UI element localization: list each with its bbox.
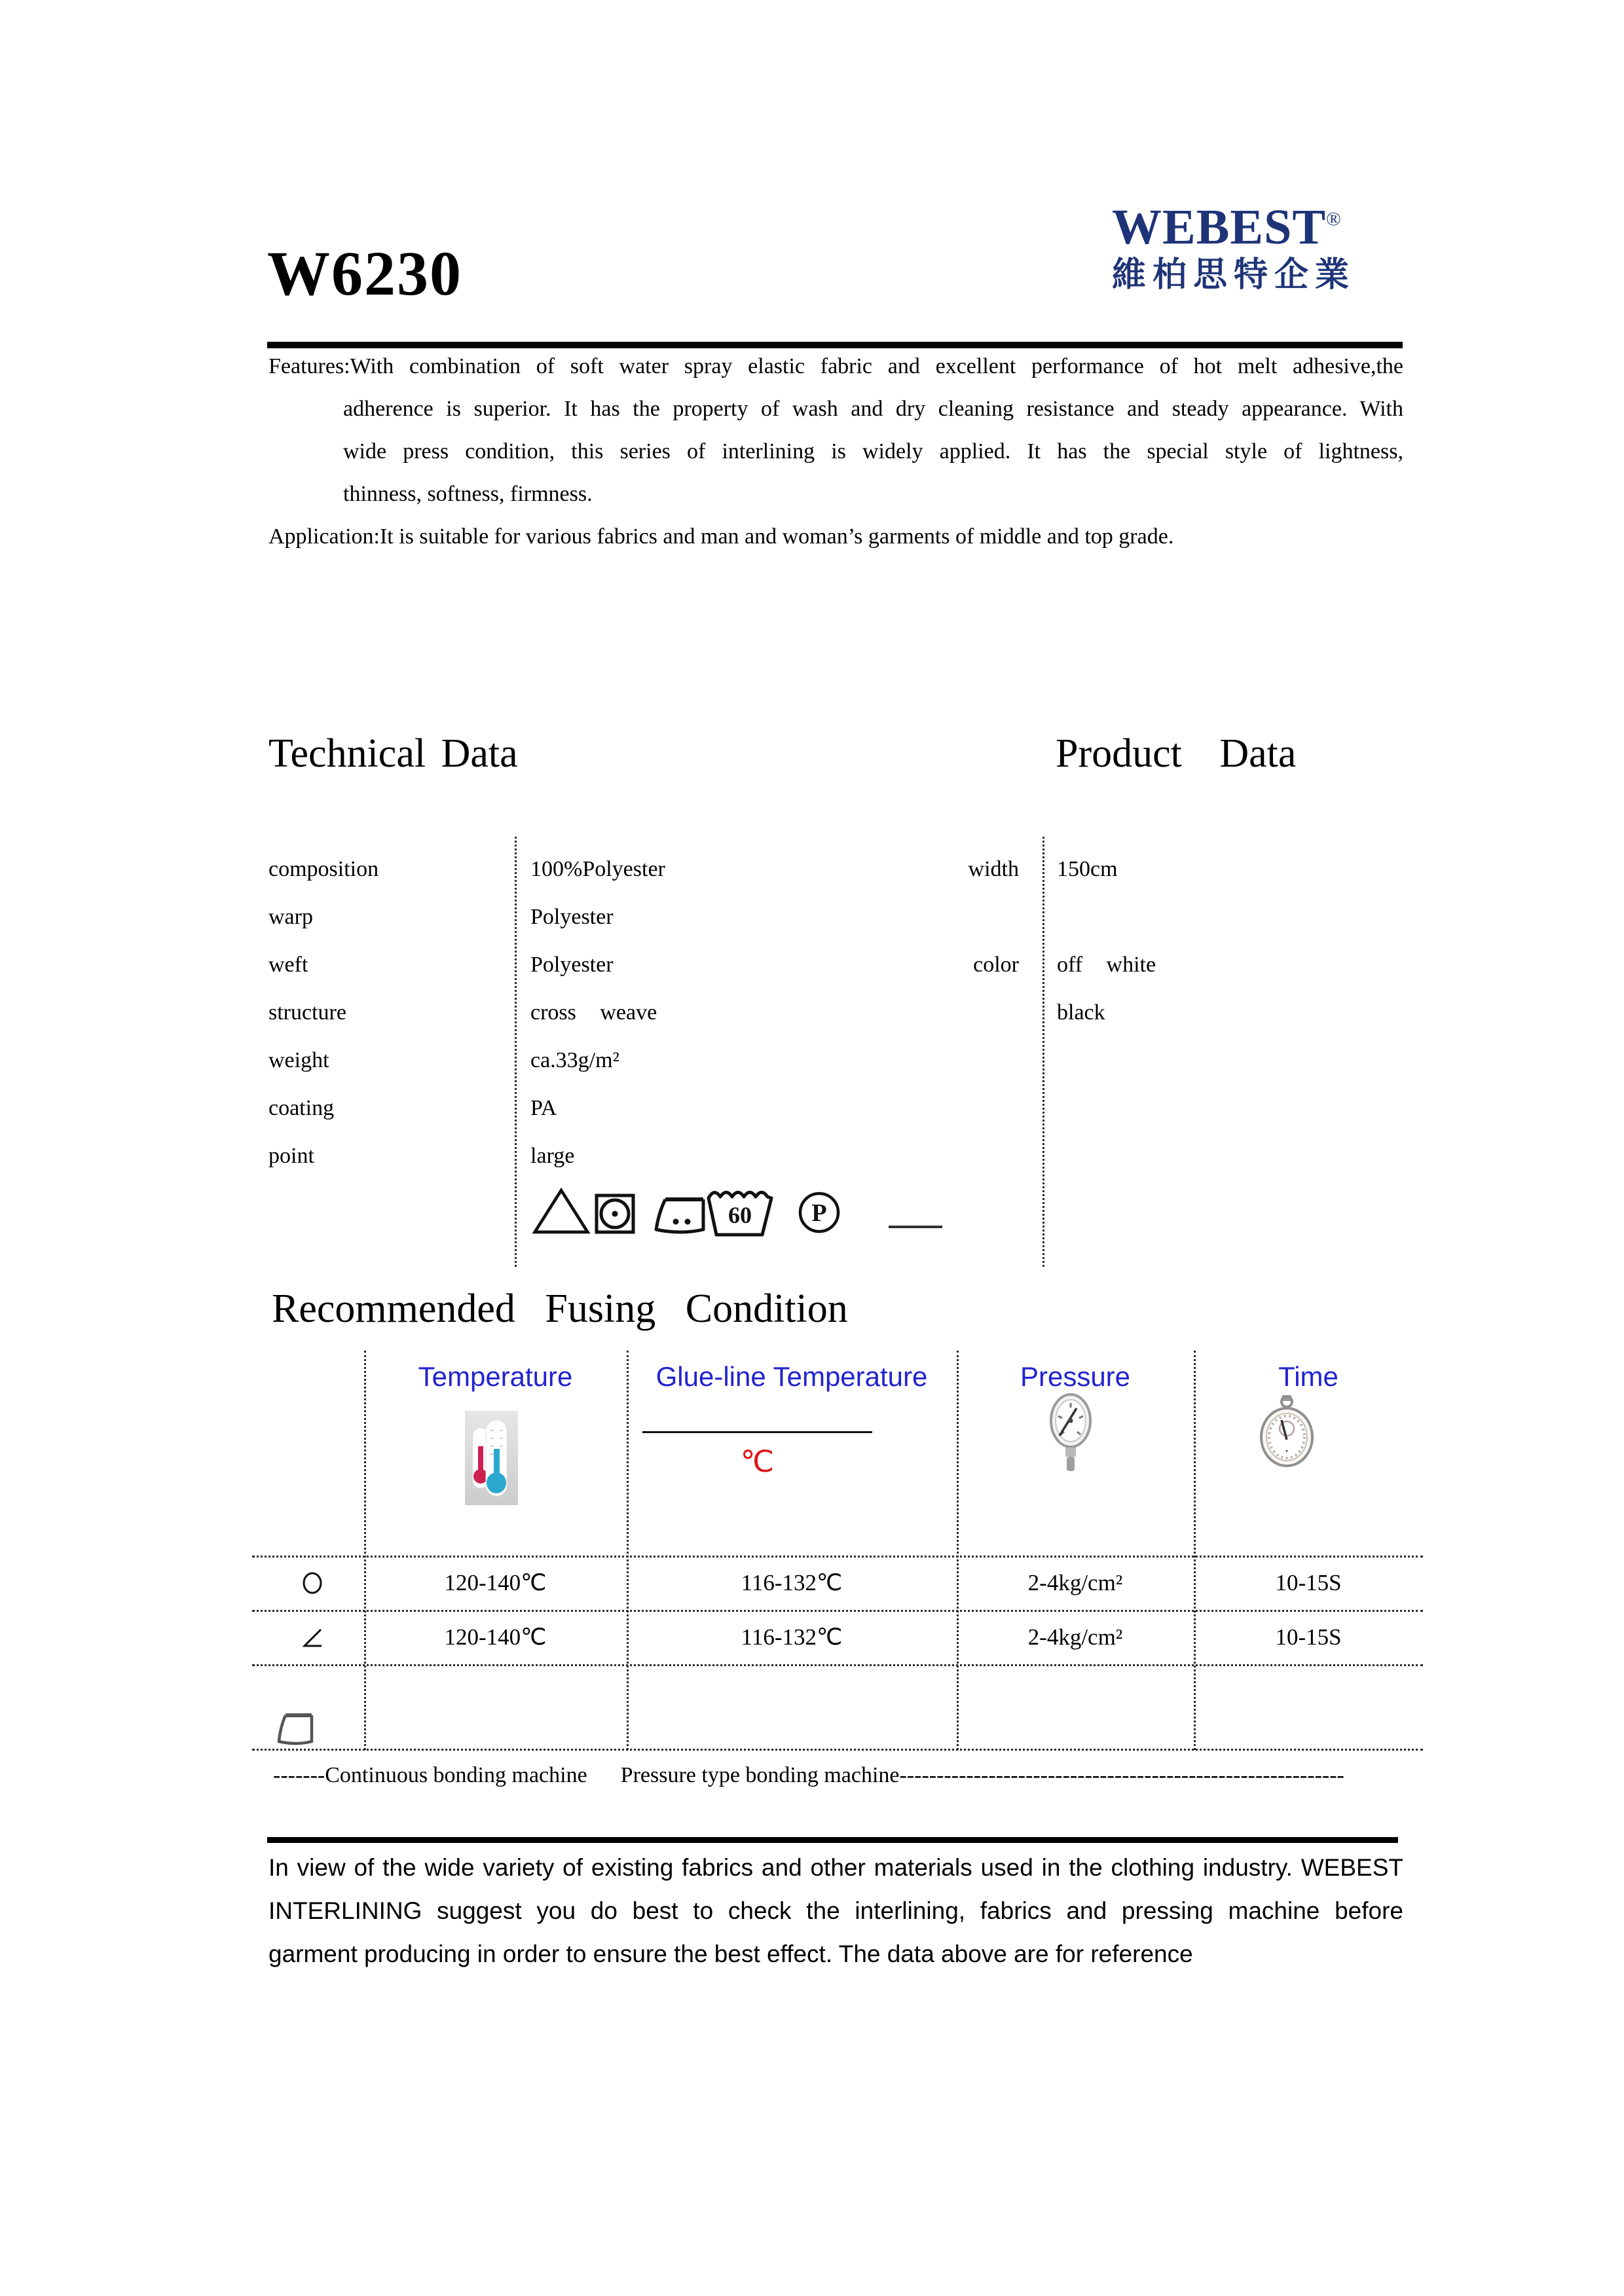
tech-row-structure xyxy=(268,989,1421,1036)
brand-logo xyxy=(1112,191,1374,293)
tech-label: coating xyxy=(268,1096,335,1120)
tech-value: Polyester xyxy=(530,905,614,929)
tech-label: warp xyxy=(268,905,313,929)
tech-value: Polyester xyxy=(530,953,614,977)
product-width-value: 150cm xyxy=(1057,857,1118,881)
fusing-table-gridline xyxy=(252,1749,1423,1751)
tech-row-weft xyxy=(268,941,1421,989)
bleach-triangle-icon xyxy=(532,1186,591,1239)
tech-value: ca.33g/m² xyxy=(530,1048,619,1072)
registered-trademark-icon: ® xyxy=(1326,208,1342,230)
fusing-table xyxy=(252,1351,1423,1750)
svg-text:P: P xyxy=(811,1199,827,1227)
fusing-pressure-value: 2-4kg/cm² xyxy=(1027,1570,1123,1595)
fusing-header-time: Time xyxy=(1278,1361,1338,1392)
features-line: Features:With combination of soft water spray elastic fabric and excellent performance of hot melt adhesive,the xyxy=(268,354,1403,378)
tech-row-composition xyxy=(268,845,1421,893)
fusing-temp-value: 120-140℃ xyxy=(444,1624,547,1650)
fusing-pressure-value: 2-4kg/cm² xyxy=(1027,1624,1123,1650)
angle-symbol-icon xyxy=(293,1626,332,1650)
fusing-glue-value: 116-132℃ xyxy=(741,1624,843,1650)
pressure-gauge-image xyxy=(1049,1391,1092,1480)
application-line: Application:It is suitable for various fabrics and man and woman’s garments of middle and top grade. xyxy=(268,524,1174,549)
care-symbols-row xyxy=(532,1182,990,1241)
fusing-header-glue-line: Glue-line Temperature xyxy=(655,1361,928,1392)
technical-data-title: Technical Data xyxy=(268,731,518,776)
glue-line-unit: ℃ xyxy=(740,1445,775,1478)
features-line: adherence is superior. It has the property of wash and dry cleaning resistance and steady appearance. With xyxy=(343,397,1403,421)
stopwatch-image xyxy=(1259,1394,1315,1476)
fusing-row-continuous xyxy=(252,1556,1423,1610)
bonding-machine-note: -------Continuous bonding machine Pressure type bonding machine------------------------------------------------------------ xyxy=(273,1763,1344,1787)
tech-value: 100%Polyester xyxy=(530,857,665,881)
footer-line: In view of the wide variety of existing fabrics and other materials used in the clothing industry. WEBEST xyxy=(268,1854,1403,1881)
tech-label: composition xyxy=(268,857,379,881)
features-line: wide press condition, this series of interlining is widely applied. It has the special style of lightness, xyxy=(343,439,1403,464)
tech-label: structure xyxy=(268,1000,346,1025)
fusing-header-pressure: Pressure xyxy=(1020,1361,1131,1392)
tumble-dry-icon xyxy=(594,1193,636,1238)
fusing-condition-title: Recommended Fusing Condition xyxy=(272,1286,848,1331)
tech-value: cross weave xyxy=(530,1000,657,1025)
fusing-header-temperature: Temperature xyxy=(418,1361,573,1392)
tech-row-weight xyxy=(268,1036,1421,1084)
hand-iron-symbol-icon xyxy=(274,1711,317,1747)
circle-symbol-icon xyxy=(293,1571,332,1595)
tech-row-coating xyxy=(268,1084,1421,1132)
tech-row-point xyxy=(268,1132,1421,1180)
svg-text:60: 60 xyxy=(728,1202,752,1228)
product-color-value-2: black xyxy=(1057,1000,1105,1025)
thermometer-image xyxy=(465,1411,518,1505)
brand-name xyxy=(1112,191,1374,255)
fusing-row-hand-iron xyxy=(252,1664,1423,1749)
features-line: thinness, softness, firmness. xyxy=(343,482,593,506)
dry-flat-line-icon xyxy=(889,1226,942,1228)
fusing-time-value: 10-15S xyxy=(1275,1570,1342,1595)
brand-name-text: WEBEST xyxy=(1112,200,1327,255)
footer-line: garment producing in order to ensure the best effect. The data above are for reference xyxy=(268,1941,1193,1967)
tech-label: weight xyxy=(268,1048,329,1072)
product-width-label: width xyxy=(968,857,1019,881)
features-paragraph xyxy=(268,345,1403,558)
product-code-title: W6230 xyxy=(267,238,462,308)
product-color-value-1: off white xyxy=(1057,953,1156,977)
iron-two-dots-icon xyxy=(650,1194,712,1239)
product-color-label: color xyxy=(973,953,1019,977)
fusing-time-value: 10-15S xyxy=(1275,1624,1342,1650)
tech-label: weft xyxy=(268,953,308,977)
wash-60-icon xyxy=(703,1188,777,1242)
footer-disclaimer xyxy=(268,1846,1403,1976)
tech-value: large xyxy=(530,1144,575,1168)
tech-row-warp xyxy=(268,893,1421,941)
dry-clean-p-icon xyxy=(797,1190,841,1238)
fusing-row-pressure-type xyxy=(252,1610,1423,1664)
footer-divider xyxy=(267,1837,1398,1843)
tech-value: PA xyxy=(530,1096,557,1120)
fusing-temp-value: 120-140℃ xyxy=(444,1570,547,1595)
tech-label: point xyxy=(268,1144,314,1168)
brand-chinese-name: 維柏思特企業 xyxy=(1112,256,1356,294)
glue-line-underline xyxy=(642,1431,872,1433)
fusing-glue-value: 116-132℃ xyxy=(741,1570,843,1595)
product-data-title: Product Data xyxy=(1056,731,1297,776)
footer-line: INTERLINING suggest you do best to check the interlining, fabrics and pressing machine before xyxy=(268,1897,1403,1924)
